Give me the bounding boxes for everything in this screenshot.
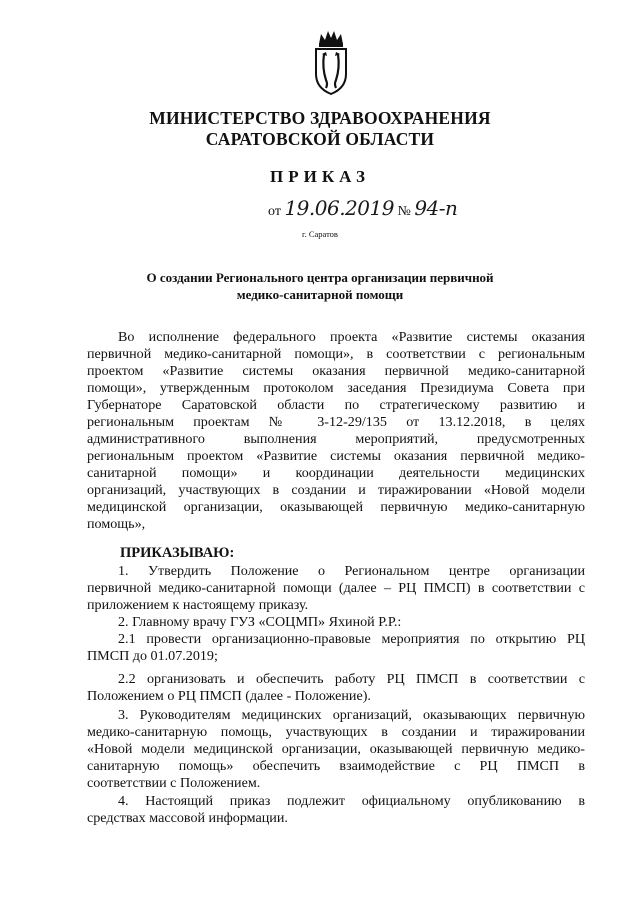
subject-line1: О создании Регионального центра организации первичной — [146, 270, 494, 285]
body-line: помощи», утвержденным протоколом заседания Президиума Совета при — [87, 380, 585, 396]
handwritten-date: 19.06.2019 — [284, 196, 394, 220]
city-label: г. Саратов — [302, 229, 338, 239]
body-line: медицинской организации, оказывающей первичную медико-санитарную — [87, 499, 585, 515]
body-line: средствах массовой информации. — [87, 810, 288, 826]
date-number-line — [268, 196, 457, 220]
body-line: 1. Утвердить Положение о Региональном центре организации — [118, 563, 585, 579]
body-line: административного выполнения мероприятий, предусмотренных — [87, 431, 585, 447]
body-line: первичной медико-санитарной помощи», в соответствии с региональным — [87, 346, 585, 362]
date-prefix: от — [268, 204, 281, 219]
body-line: медико-санитарную помощь, участвующих в создании и тиражировании — [87, 724, 585, 740]
body-line: Положением о РЦ ПМСП (далее - Положение). — [87, 688, 371, 704]
body-line: санитарную помощь» обеспечить взаимодействие с РЦ ПМСП в — [87, 758, 585, 774]
body-line: проектом «Развитие системы оказания первичной медико-санитарной — [87, 363, 585, 379]
body-line: Губернаторе Саратовской области по стратегическому развитию и — [87, 397, 585, 413]
body-line: санитарной помощи» и координации деятельности медицинских — [87, 465, 585, 481]
body-line: помощь», — [87, 516, 146, 532]
ministry-name-line1: МИНИСТЕРСТВО ЗДРАВООХРАНЕНИЯ — [149, 108, 491, 128]
body-line: организаций, участвующих в создании и тиражировании «Новой модели — [87, 482, 585, 498]
body-line: ПМСП до 01.07.2019; — [87, 648, 218, 664]
body-line: региональным проектам № 3-12-29/135 от 13.12.2018, в целях — [87, 414, 585, 430]
body-line: 2. Главному врачу ГУЗ «СОЦМП» Яхиной Р.Р.: — [118, 614, 402, 630]
body-line: 3. Руководителям медицинских организаций, оказывающих первичную — [118, 707, 585, 723]
subject-line2: медико-санитарной помощи — [236, 287, 404, 302]
body-line: соответствии с Положением. — [87, 775, 261, 791]
handwritten-number: 94-п — [414, 196, 458, 220]
body-line: Во исполнение федерального проекта «Развитие системы оказания — [118, 329, 585, 345]
body-line: 2.1 провести организационно-правовые мероприятия по открытию РЦ — [118, 631, 585, 647]
order-word: ПРИКАЗЫВАЮ: — [120, 545, 235, 561]
body-line: региональным проектом «Развитие системы оказания первичной медико- — [87, 448, 585, 464]
body-line: первичной медико-санитарной помощи (далее – РЦ ПМСП) в соответствии с — [87, 580, 585, 596]
coat-of-arms-emblem — [310, 28, 352, 96]
number-prefix: № — [397, 204, 411, 219]
body-line: 4. Настоящий приказ подлежит официальному опубликованию в — [118, 793, 585, 809]
body-line: 2.2 организовать и обеспечить работу РЦ ПМСП в соответствии с — [118, 671, 585, 687]
body-line: «Новой модели медицинской организации, оказывающей первичную медико- — [87, 741, 585, 757]
body-line: приложением к настоящему приказу. — [87, 597, 309, 613]
document-type-title: ПРИКАЗ — [270, 167, 370, 186]
ministry-name-line2: САРАТОВСКОЙ ОБЛАСТИ — [205, 129, 435, 149]
